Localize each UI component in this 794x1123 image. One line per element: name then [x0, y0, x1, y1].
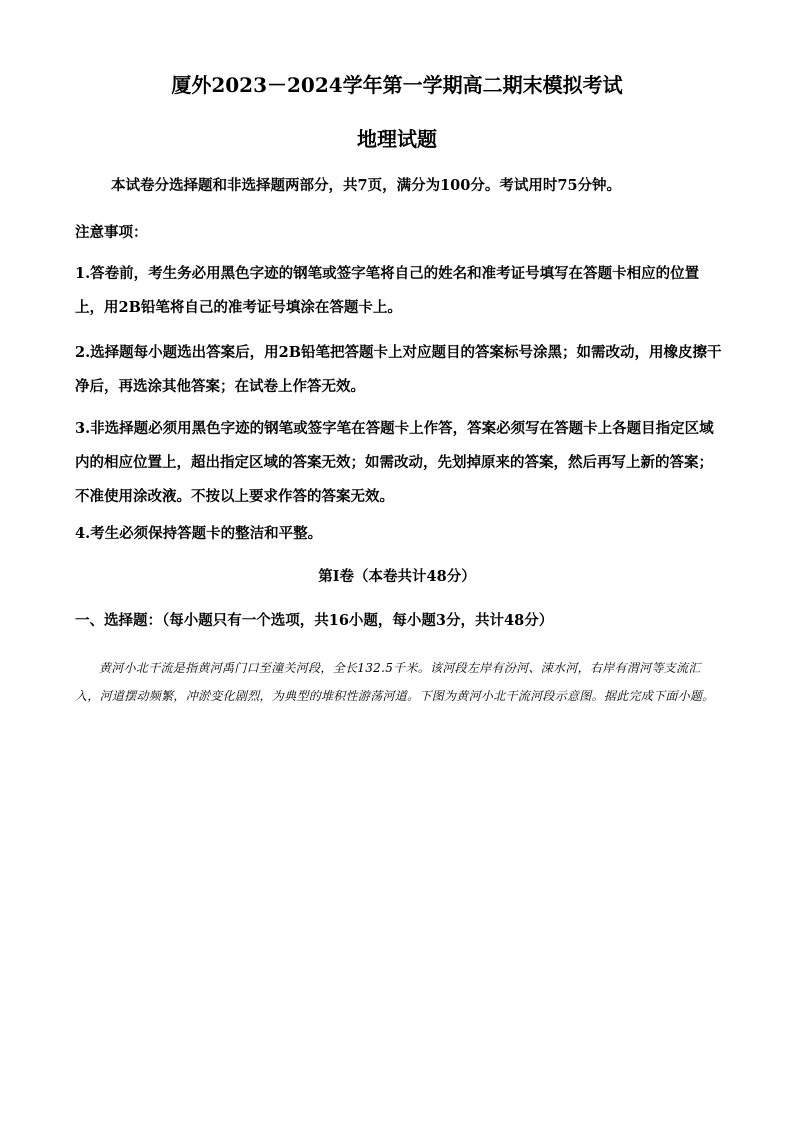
note-item-1: 1.答卷前，考生务必用黑色字迹的钢笔或签字笔将自己的姓名和准考证号填写在答题卡相应的位置上，用2B铅笔将自己的准考证号填涂在答题卡上。: [75, 265, 700, 316]
section-title: 第Ⅰ卷（本卷共计48分）: [318, 568, 476, 585]
note-item-2: 2.选择题每小题选出答案后，用2B铅笔把答题卡上对应题目的答案标号涂黑；如需改动，用橡皮擦干净后，再选涂其他答案；在试卷上作答无效。: [75, 344, 722, 395]
exam-intro: 本试卷分选择题和非选择题两部分，共7页，满分为100分。考试用时75分钟。: [111, 177, 622, 194]
notes-heading: 注意事项：: [75, 224, 148, 241]
note-item-4: 4.考生必须保持答题卡的整洁和平整。: [75, 525, 323, 542]
exam-subject: 地理试题: [357, 127, 437, 151]
part-heading: 一、选择题：（每小题只有一个选项，共16小题，每小题3分，共计48分）: [75, 612, 554, 629]
exam-title: 厦外2023－2024学年第一学期高二期末模拟考试: [171, 73, 623, 97]
note-item-3: 3.非选择题必须用黑色字迹的钢笔或签字笔在答题卡上作答，答案必须写在答题卡上各题目指定区域内的相应位置上，超出指定区域的答案无效；如需改动，先划掉原来的答案，然后再写上新的答案；不准使用涂改液。不按以上要求作答的答案无效。: [75, 420, 714, 505]
question-passage: 黄河小北干流是指黄河禹门口至潼关河段，全长132.5千米。该河段左岸有汾河、涑水河，右岸有渭河等支流汇入，河道摆动频繁，冲淤变化剧烈，为典型的堆积性游荡河道。下图为黄河小北干流河段示意图。据此完成下面小题。: [75, 661, 715, 703]
